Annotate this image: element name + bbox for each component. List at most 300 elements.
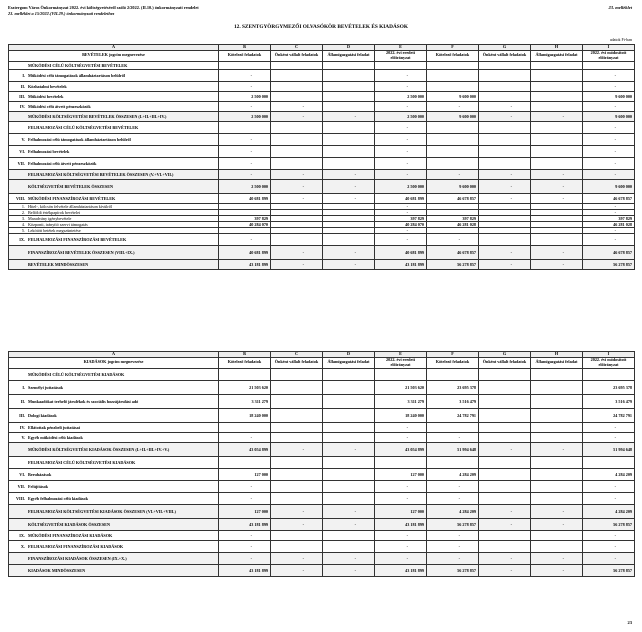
value-cell: - <box>427 432 479 442</box>
value-cell: - <box>479 552 531 564</box>
value-cell: - <box>375 169 427 179</box>
value-cell: - <box>583 530 635 540</box>
value-cell: - <box>271 259 323 269</box>
row-label-cell <box>9 492 219 504</box>
unit-label: adatok Ft-ban <box>609 37 632 42</box>
value-cell: 46 281 028 <box>583 221 635 227</box>
row-label: Működési célú támogatások államháztartáson belülről <box>28 72 126 78</box>
value-cell: 40 681 899 <box>375 245 427 259</box>
value-cell <box>323 540 375 552</box>
value-cell <box>479 530 531 540</box>
value-cell: - <box>479 101 531 111</box>
value-cell <box>323 530 375 540</box>
row-label-cell <box>9 121 219 133</box>
value-cell <box>479 133 531 145</box>
row-label: Működési bevételek <box>28 93 64 99</box>
value-cell: - <box>583 480 635 492</box>
value-cell: 21 503 620 <box>375 380 427 394</box>
value-cell: - <box>271 245 323 259</box>
value-cell: - <box>583 121 635 133</box>
column-header: 2022. évi módosított előirányzat <box>583 50 635 61</box>
value-cell <box>427 121 479 133</box>
row-label-cell <box>9 518 219 530</box>
row-label: Egyéb működési célú kiadások <box>28 434 83 440</box>
value-cell <box>531 394 583 408</box>
value-cell: - <box>219 432 271 442</box>
value-cell: - <box>375 432 427 442</box>
value-cell: - <box>271 504 323 518</box>
value-cell: 9 600 000 <box>583 179 635 193</box>
value-cell: - <box>375 492 427 504</box>
value-cell: 56 278 857 <box>583 564 635 576</box>
value-cell: 46 281 028 <box>427 221 479 227</box>
value-cell <box>323 408 375 422</box>
column-letter: E <box>375 352 427 358</box>
value-cell: 9 600 000 <box>583 91 635 101</box>
value-cell: 397 829 <box>583 215 635 221</box>
value-cell: - <box>427 101 479 111</box>
value-cell: 2 500 000 <box>219 111 271 121</box>
table-row <box>9 61 635 69</box>
column-header: 2022. évi módosított előirányzat <box>583 357 635 368</box>
value-cell: - <box>323 179 375 193</box>
value-cell: 3 516 479 <box>583 394 635 408</box>
column-letter: C <box>271 352 323 358</box>
value-cell <box>479 394 531 408</box>
row-label: FELHALMOZÁSI FINANSZÍROZÁSI KIADÁSOK <box>28 543 124 549</box>
row-number: V. <box>21 136 25 142</box>
value-cell <box>271 540 323 552</box>
value-cell <box>531 422 583 432</box>
value-cell <box>271 432 323 442</box>
value-cell: - <box>271 518 323 530</box>
value-cell: - <box>479 518 531 530</box>
value-cell: 43 181 899 <box>219 564 271 576</box>
value-cell <box>531 145 583 157</box>
value-cell <box>271 69 323 81</box>
value-cell <box>479 69 531 81</box>
value-cell <box>271 468 323 480</box>
row-label: Egyéb felhalmozási célú kiadások <box>28 495 88 501</box>
row-number: II. <box>20 398 25 404</box>
column-letter: D <box>323 352 375 358</box>
column-letter: F <box>427 352 479 358</box>
row-label: FELHALMOZÁSI CÉLÚ KÖLTSÉGVETÉSI BEVÉTELEK <box>28 124 139 130</box>
row-number: I. <box>22 72 25 78</box>
row-label-cell <box>9 233 219 245</box>
value-cell: 9 600 000 <box>427 179 479 193</box>
value-cell <box>323 422 375 432</box>
table-row <box>9 101 635 111</box>
column-letter: H <box>531 45 583 51</box>
value-cell <box>479 61 531 69</box>
value-cell <box>271 157 323 169</box>
value-cell <box>323 380 375 394</box>
page-title: 12. SZENTGYÖRGYMEZŐI OLVASÓKÖR BEVÉTELEK ÉS KIADÁSOK <box>234 24 408 30</box>
value-cell <box>427 157 479 169</box>
value-cell <box>531 432 583 442</box>
value-cell: 56 278 857 <box>583 518 635 530</box>
value-cell <box>531 121 583 133</box>
value-cell <box>479 492 531 504</box>
value-cell: - <box>479 564 531 576</box>
value-cell: 397 829 <box>219 215 271 221</box>
row-label: MŰKÖDÉSI CÉLÚ KÖLTSÉGVETÉSI KIADÁSOK <box>28 371 125 377</box>
column-header: Önként vállalt feladatok <box>271 357 323 368</box>
table-row <box>9 111 635 121</box>
page-number: 23 <box>627 620 632 625</box>
row-label-cell <box>9 480 219 492</box>
value-cell: - <box>375 157 427 169</box>
value-cell <box>479 368 531 380</box>
value-cell: - <box>323 552 375 564</box>
value-cell: 3 311 279 <box>375 394 427 408</box>
row-number: III. <box>19 412 25 418</box>
value-cell: 43 181 899 <box>219 259 271 269</box>
column-header: Kötelező feladatok <box>427 50 479 61</box>
row-label-cell <box>9 69 219 81</box>
value-cell: - <box>375 145 427 157</box>
value-cell: 127 000 <box>219 504 271 518</box>
value-cell: - <box>427 492 479 504</box>
row-number: VII. <box>17 483 25 489</box>
value-cell <box>479 121 531 133</box>
row-label: Hitel-, kölcsön felvétele államháztartáson kívülről <box>28 203 113 209</box>
row-label-cell <box>9 468 219 480</box>
row-label: Maradvány igénybevétele <box>28 215 72 221</box>
value-cell <box>427 422 479 432</box>
row-label: MŰKÖDÉSI KÖLTSÉGVETÉSI KIADÁSOK ÖSSZESEN (I.+II.+III.+IV.+V.) <box>28 446 170 452</box>
value-cell: 43 181 899 <box>375 518 427 530</box>
value-cell <box>427 133 479 145</box>
value-cell: - <box>219 552 271 564</box>
value-cell: 56 278 857 <box>583 259 635 269</box>
table-row <box>9 432 635 442</box>
row-label-cell <box>9 81 219 91</box>
value-cell: - <box>271 101 323 111</box>
row-number: V. <box>21 434 25 440</box>
value-cell: - <box>271 193 323 203</box>
row-label-cell <box>9 540 219 552</box>
value-cell: 127 000 <box>375 504 427 518</box>
column-header-row <box>9 50 635 61</box>
value-cell <box>583 456 635 468</box>
value-cell <box>219 422 271 432</box>
column-header: Államigazgatási feladat <box>531 357 583 368</box>
value-cell: - <box>531 552 583 564</box>
value-cell <box>219 456 271 468</box>
column-letter: E <box>375 45 427 51</box>
row-label: FINANSZÍROZÁSI KIADÁSOK ÖSSZESEN (IX.+X.) <box>28 555 127 561</box>
table-row <box>9 480 635 492</box>
row-label-cell <box>9 101 219 111</box>
row-label-cell <box>9 169 219 179</box>
column-letter: A <box>9 45 219 51</box>
row-label: Belföldi értékpapírok bevételei <box>28 209 81 215</box>
value-cell: - <box>323 245 375 259</box>
value-cell <box>271 233 323 245</box>
value-cell <box>323 101 375 111</box>
row-number: III. <box>19 93 25 99</box>
column-header: BEVÉTELEK jogcím megnevezése <box>9 50 219 61</box>
row-number: IV. <box>19 424 25 430</box>
value-cell: - <box>531 442 583 456</box>
table-row <box>9 179 635 193</box>
column-letter: F <box>427 45 479 51</box>
value-cell: - <box>479 442 531 456</box>
column-header-row <box>9 357 635 368</box>
value-cell: - <box>323 504 375 518</box>
value-cell: - <box>375 101 427 111</box>
row-label: Személyi juttatások <box>28 384 64 390</box>
table-row <box>9 564 635 576</box>
table-row <box>9 91 635 101</box>
column-letter: A <box>9 352 219 358</box>
value-cell: 56 278 857 <box>427 518 479 530</box>
value-cell: - <box>479 193 531 203</box>
revenue-table <box>8 44 635 270</box>
value-cell: - <box>531 245 583 259</box>
value-cell: 40 681 899 <box>219 193 271 203</box>
row-label-cell <box>9 61 219 69</box>
column-letter: I <box>583 352 635 358</box>
value-cell: 2 500 000 <box>219 91 271 101</box>
value-cell: 3 311 279 <box>219 394 271 408</box>
value-cell: - <box>531 504 583 518</box>
value-cell: - <box>583 81 635 91</box>
value-cell: 4 284 209 <box>427 468 479 480</box>
value-cell: 397 829 <box>427 215 479 221</box>
value-cell <box>531 456 583 468</box>
value-cell: - <box>219 492 271 504</box>
value-cell <box>271 91 323 101</box>
row-label-cell <box>9 442 219 456</box>
value-cell: - <box>531 193 583 203</box>
value-cell <box>323 468 375 480</box>
value-cell: 56 278 857 <box>427 259 479 269</box>
value-cell: - <box>323 442 375 456</box>
table-row <box>9 69 635 81</box>
value-cell: - <box>375 227 427 233</box>
value-cell <box>479 233 531 245</box>
value-cell: - <box>375 552 427 564</box>
value-cell <box>427 69 479 81</box>
row-label: KÖLTSÉGVETÉSI KIADÁSOK ÖSSZESEN <box>28 521 110 527</box>
row-label: Lekötött betétek megszüntetése <box>28 227 81 233</box>
row-label-cell <box>9 111 219 121</box>
value-cell <box>375 456 427 468</box>
value-cell <box>271 380 323 394</box>
value-cell <box>531 368 583 380</box>
value-cell <box>271 408 323 422</box>
expense-table <box>8 351 635 577</box>
row-label-cell <box>9 179 219 193</box>
row-label: MŰKÖDÉSI KÖLTSÉGVETÉSI BEVÉTELEK ÖSSZESEN (I.+II.+III.+IV.) <box>28 113 167 119</box>
value-cell: - <box>323 111 375 121</box>
value-cell: 40 681 899 <box>219 245 271 259</box>
value-cell <box>219 61 271 69</box>
row-label: Felhalmozási bevételek <box>28 148 70 154</box>
value-cell <box>479 480 531 492</box>
value-cell: 56 278 857 <box>427 564 479 576</box>
value-cell: 43 181 899 <box>219 518 271 530</box>
table-row <box>9 468 635 480</box>
value-cell: 397 829 <box>375 215 427 221</box>
value-cell <box>479 380 531 394</box>
column-header: Önként vállalt feladatok <box>479 50 531 61</box>
row-label: Központi, irányító szervi támogatás <box>28 221 88 227</box>
value-cell: 46 678 857 <box>427 193 479 203</box>
value-cell: 40 284 070 <box>219 221 271 227</box>
value-cell: - <box>583 69 635 81</box>
column-header: 2022. évi eredeti előirányzat <box>375 357 427 368</box>
value-cell: - <box>375 480 427 492</box>
column-letter: B <box>219 352 271 358</box>
value-cell: - <box>219 69 271 81</box>
value-cell <box>219 368 271 380</box>
row-number: X. <box>20 543 25 549</box>
column-header: KIADÁSOK jogcím megnevezése <box>9 357 219 368</box>
row-label: MŰKÖDÉSI FINANSZÍROZÁSI KIADÁSOK <box>28 532 113 538</box>
table-row <box>9 518 635 530</box>
row-label-cell <box>9 408 219 422</box>
value-cell <box>479 540 531 552</box>
value-cell: 4 284 209 <box>583 468 635 480</box>
column-letter: I <box>583 45 635 51</box>
value-cell <box>323 121 375 133</box>
value-cell <box>323 145 375 157</box>
value-cell: - <box>427 169 479 179</box>
value-cell <box>375 368 427 380</box>
value-cell: - <box>479 245 531 259</box>
row-label: FELHALMOZÁSI KÖLTSÉGVETÉSI BEVÉTELEK ÖSSZESEN (V.+VI.+VII.) <box>28 171 174 177</box>
row-number: II. <box>20 83 25 89</box>
value-cell <box>271 145 323 157</box>
value-cell: - <box>219 133 271 145</box>
table-row <box>9 121 635 133</box>
row-label-cell <box>9 193 219 203</box>
value-cell <box>531 233 583 245</box>
row-number: 1. <box>21 203 25 209</box>
table-row <box>9 394 635 408</box>
table-row <box>9 540 635 552</box>
row-number: 3. <box>21 215 25 221</box>
value-cell <box>531 380 583 394</box>
table-row <box>9 408 635 422</box>
value-cell: 18 240 000 <box>375 408 427 422</box>
column-letter: H <box>531 352 583 358</box>
value-cell: - <box>583 145 635 157</box>
value-cell <box>427 456 479 468</box>
row-label-cell <box>9 564 219 576</box>
value-cell <box>479 145 531 157</box>
value-cell <box>427 81 479 91</box>
value-cell: - <box>583 169 635 179</box>
value-cell: 4 284 209 <box>583 504 635 518</box>
row-label-cell <box>9 552 219 564</box>
value-cell <box>323 456 375 468</box>
table-row <box>9 380 635 394</box>
table-row <box>9 492 635 504</box>
column-header: Önként vállalt feladatok <box>271 50 323 61</box>
value-cell <box>323 394 375 408</box>
value-cell: - <box>375 133 427 145</box>
value-cell <box>323 432 375 442</box>
table-row <box>9 169 635 179</box>
value-cell <box>583 368 635 380</box>
row-number: VIII. <box>16 195 25 201</box>
row-label-cell <box>9 259 219 269</box>
value-cell <box>271 492 323 504</box>
column-header: Önként vállalt feladatok <box>479 357 531 368</box>
value-cell: 40 284 070 <box>375 221 427 227</box>
value-cell: - <box>479 111 531 121</box>
value-cell <box>271 456 323 468</box>
value-cell: - <box>583 552 635 564</box>
table-row <box>9 422 635 432</box>
value-cell: 21 503 620 <box>219 380 271 394</box>
value-cell <box>479 422 531 432</box>
row-label: Beruházások <box>28 471 52 477</box>
value-cell: - <box>375 422 427 432</box>
value-cell: - <box>323 518 375 530</box>
value-cell <box>375 61 427 69</box>
value-cell <box>271 81 323 91</box>
value-cell: - <box>531 169 583 179</box>
value-cell <box>531 468 583 480</box>
value-cell: 9 600 000 <box>583 111 635 121</box>
row-label: Munkaadókat terhelő járulékok és szociális hozzájárulási adó <box>28 398 139 404</box>
column-header: Kötelező feladatok <box>219 50 271 61</box>
value-cell: - <box>531 259 583 269</box>
value-cell: 43 181 899 <box>375 259 427 269</box>
value-cell: - <box>271 169 323 179</box>
document-header <box>8 5 199 16</box>
value-cell: - <box>323 193 375 203</box>
value-cell: - <box>583 157 635 169</box>
value-cell: - <box>271 442 323 456</box>
value-cell <box>271 368 323 380</box>
row-label-cell <box>9 91 219 101</box>
value-cell: - <box>583 101 635 111</box>
value-cell: 51 994 648 <box>427 442 479 456</box>
value-cell: 24 782 791 <box>583 408 635 422</box>
value-cell: - <box>583 540 635 552</box>
value-cell: - <box>271 564 323 576</box>
value-cell <box>479 432 531 442</box>
value-cell <box>583 61 635 69</box>
value-cell: - <box>375 540 427 552</box>
value-cell: - <box>219 169 271 179</box>
value-cell: - <box>531 564 583 576</box>
value-cell: 46 678 857 <box>427 245 479 259</box>
value-cell <box>323 69 375 81</box>
row-label: Felhalmozási célú átvett pénzeszközök <box>28 160 97 166</box>
value-cell: - <box>583 227 635 233</box>
value-cell <box>479 408 531 422</box>
row-label: FINANSZÍROZÁSI BEVÉTELEK ÖSSZESEN (VIII.+IX.) <box>28 249 135 255</box>
value-cell <box>531 69 583 81</box>
value-cell: 24 782 791 <box>427 408 479 422</box>
value-cell: 51 994 648 <box>583 442 635 456</box>
value-cell: - <box>531 179 583 193</box>
annex-label: 23. melléklet <box>608 5 632 10</box>
value-cell: - <box>375 121 427 133</box>
column-header: Államigazgatási feladat <box>323 357 375 368</box>
row-label-cell <box>9 133 219 145</box>
table-row <box>9 442 635 456</box>
value-cell <box>271 133 323 145</box>
